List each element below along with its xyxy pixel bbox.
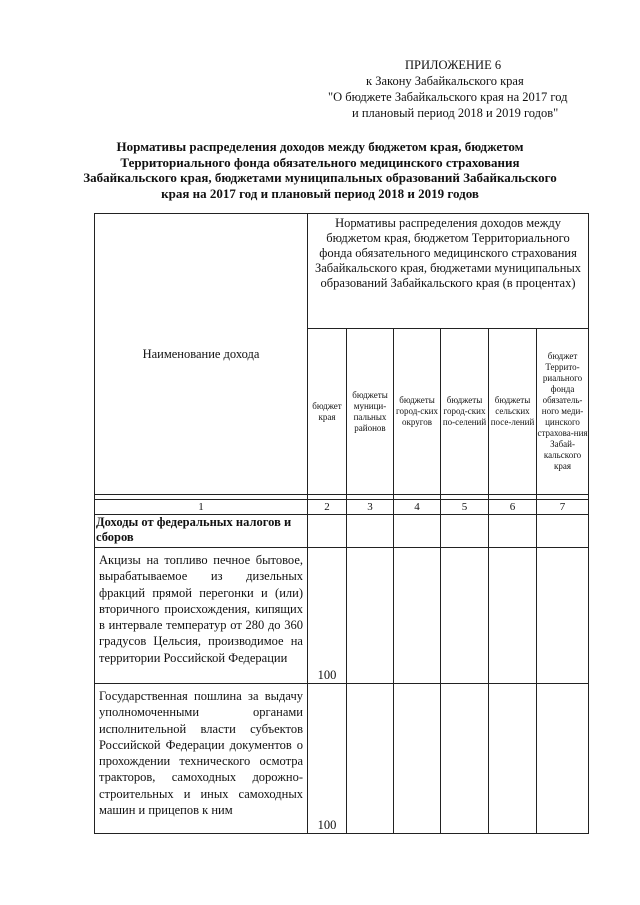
col-header-tfoms: бюджет Террито-риального фонда обязатель-ного меди-цинского страхова-ния Забай-кальского края — [537, 329, 589, 495]
col-header-city-districts: бюджеты город-ских округов — [394, 329, 441, 495]
column-number: 1 — [95, 500, 308, 515]
column-number: 2 — [308, 500, 347, 515]
income-name: Государственная пошлина за выдачу уполномоченными органами исполнительной власти субъектов Российской Федерации документов о прохождении технического осмотра тракторов, самоходных дорожно-строительных и иных самоходных машин и прицепов к ним — [95, 684, 308, 834]
appendix-law-ref: к Закону Забайкальского края — [366, 74, 524, 88]
appendix-number: ПРИЛОЖЕНИЕ 6 — [405, 58, 502, 72]
group-header: Нормативы распределения доходов между бюджетом края, бюджетом Территориального фонда обязательного медицинского страхования Забайкальского края, бюджетами муниципальных образований Забайкальского края (в процентах) — [308, 214, 589, 329]
table-row — [95, 684, 589, 834]
column-number: 4 — [394, 500, 441, 515]
appendix-law-title: "О бюджете Забайкальского края на 2017 год — [328, 90, 568, 104]
column-number: 6 — [489, 500, 537, 515]
income-name-header: Наименование дохода — [95, 214, 308, 495]
col-header-urban-settlements: бюджеты город-ских по-селений — [441, 329, 489, 495]
appendix-law-period: и плановый период 2018 и 2019 годов" — [352, 106, 559, 120]
document-title: Нормативы распределения доходов между бюджетом края, бюджетом Территориального фонда обязательного медицинского страхования Забайкальского края, бюджетами муниципальных образований Забайкальского края на 2017 год и плановый период 2018 и 2019 годов — [83, 139, 557, 201]
col-header-rural-settlements: бюджеты сельских посе-лений — [489, 329, 537, 495]
krai-share: 100 — [308, 684, 347, 834]
table-row — [95, 548, 589, 684]
col-header-krai: бюджет края — [308, 329, 347, 495]
column-numbers-row — [95, 500, 589, 515]
column-number: 5 — [441, 500, 489, 515]
column-number: 7 — [537, 500, 589, 515]
revenue-distribution-table — [94, 213, 589, 834]
col-header-districts: бюджеты муници-пальных районов — [347, 329, 394, 495]
section-title: Доходы от федеральных налогов и сборов — [95, 515, 308, 548]
krai-share: 100 — [308, 548, 347, 684]
column-number: 3 — [347, 500, 394, 515]
income-name: Акцизы на топливо печное бытовое, вырабатываемое из дизельных фракций прямой перегонки и (или) вторичного происхождения, кипящих в интервале температур от 280 до 360 градусов Цельсия, производимое на территории Российской Федерации — [95, 548, 308, 684]
section-row — [95, 515, 589, 548]
